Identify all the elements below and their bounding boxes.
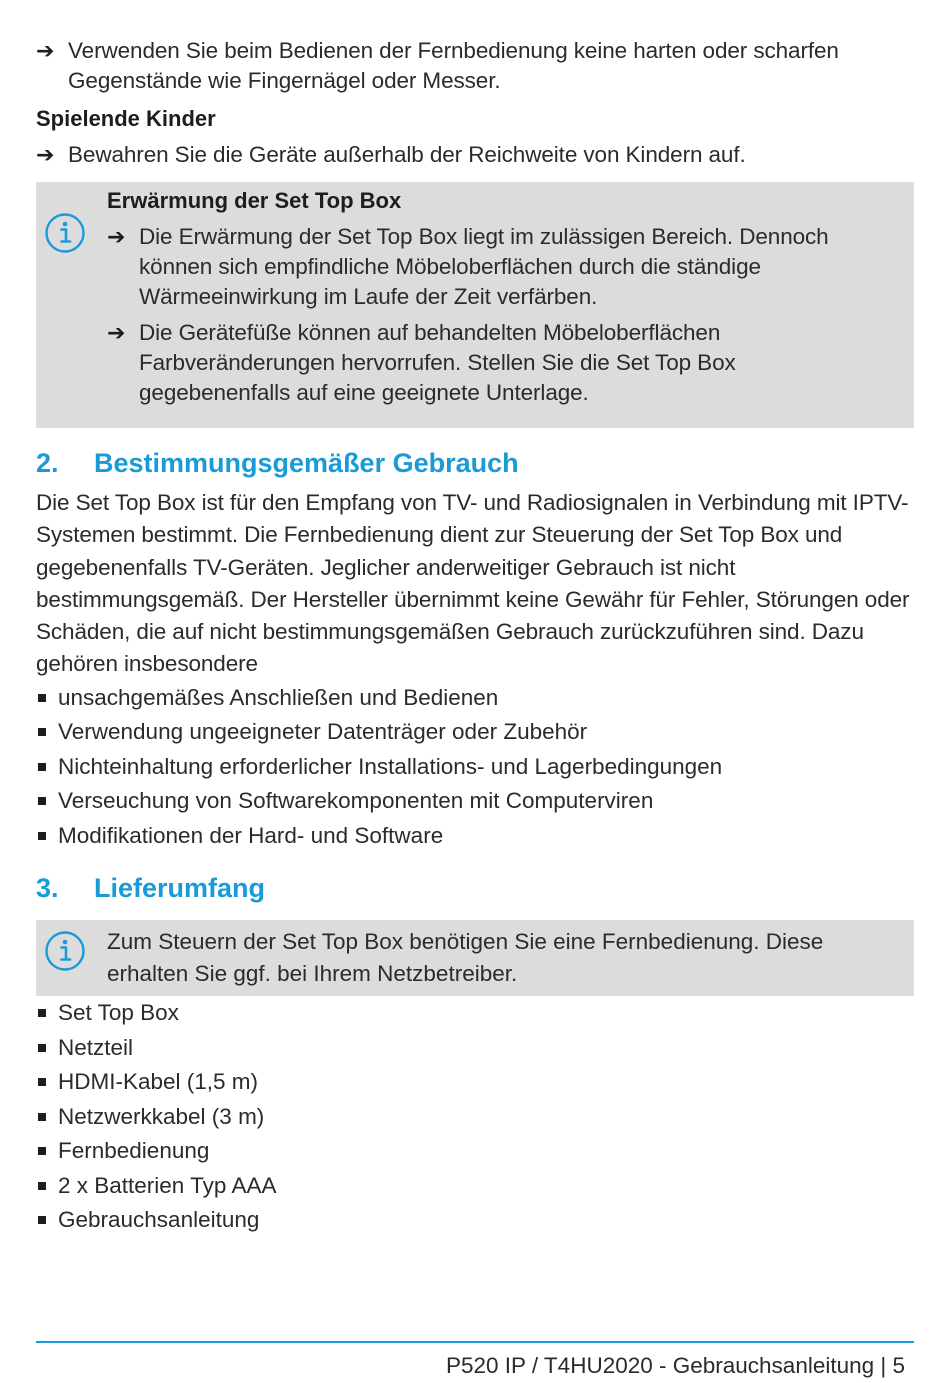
intended-use-paragraph: Die Set Top Box ist für den Empfang von TV- und Radiosignalen in Verbindung mit IPTV-Systemen bestimmt. Die Fernbedienung dient zur Steuerung der Set Top Box und gegebenenfalls TV-Geräten. Jeglicher anderweitiger Gebrauch ist nicht bestimmungsgemäß. Der Hersteller übernimmt keine Gewähr für Fehler, Störungen oder Schäden, die auf nicht bestimmungsgemäßen Gebrauch zurückzuführen sind. Dazu gehören insbesondere: [36, 490, 910, 677]
list-item-text: Verwendung ungeeigneter Datenträger oder Zubehör: [58, 719, 588, 745]
list-item-text: Gebrauchsanleitung: [58, 1207, 260, 1233]
section-title: Lieferumfang: [94, 873, 266, 904]
list-item-text: Modifikationen der Hard- und Software: [58, 822, 444, 848]
list-item: [36, 1031, 914, 1066]
square-bullet-icon: [38, 728, 46, 736]
arrow-right-icon: ➔: [36, 142, 55, 167]
list-item-text: 2 x Batterien Typ AAA: [58, 1172, 277, 1198]
list-item-text: Fernbedienung: [58, 1138, 210, 1164]
square-bullet-icon: [38, 1044, 46, 1052]
list-item-text: unsachgemäßes Anschließen und Bedienen: [58, 684, 499, 710]
page-content: [36, 36, 914, 1238]
info-box-text: Zum Steuern der Set Top Box benötigen Sie eine Fernbedienung. Diese erhalten Sie ggf. bei Ihrem Netzbetreiber.: [107, 929, 824, 987]
list-item: [36, 715, 914, 750]
list-item-text: HDMI-Kabel (1,5 m): [58, 1069, 259, 1095]
bullet-text: Verwenden Sie beim Bedienen der Fernbedienung keine harten oder scharfen Gegenstände wie Fingernägel oder Messer.: [68, 38, 839, 93]
list-item: [36, 750, 914, 785]
arrow-right-icon: ➔: [107, 224, 126, 249]
list-item: [36, 1100, 914, 1135]
page-footer: P520 IP / T4HU2020 - Gebrauchsanleitung | 5: [445, 1353, 905, 1378]
section-heading-scope-of-delivery: [36, 871, 914, 905]
square-bullet-icon: [38, 832, 46, 840]
info-box-item: [107, 318, 890, 408]
info-icon: [44, 212, 86, 254]
bullet-text: Bewahren Sie die Geräte außerhalb der Reichweite von Kindern auf.: [68, 142, 746, 167]
list-item: [36, 1169, 914, 1204]
arrow-right-icon: ➔: [107, 320, 126, 345]
square-bullet-icon: [38, 1078, 46, 1086]
arrow-bullet-children: [36, 140, 914, 170]
list-item: [36, 1134, 914, 1169]
square-bullet-icon: [38, 1182, 46, 1190]
list-item-text: Nichteinhaltung erforderlicher Installations- und Lagerbedingungen: [58, 753, 723, 779]
square-bullet-icon: [38, 1147, 46, 1155]
list-item: [36, 681, 914, 716]
footer-divider: [36, 1341, 914, 1343]
info-box-item: [107, 222, 890, 312]
square-bullet-icon: [38, 763, 46, 771]
info-box-item-text: Die Gerätefüße können auf behandelten Möbeloberflächen Farbveränderungen hervorrufen. Stellen Sie die Set Top Box gegebenenfalls auf eine geeignete Unterlage.: [139, 320, 736, 405]
arrow-right-icon: ➔: [36, 38, 55, 63]
list-item: [36, 819, 914, 854]
section-heading-intended-use: [36, 446, 914, 480]
square-bullet-icon: [38, 694, 46, 702]
list-item: [36, 784, 914, 819]
info-box-remote: [36, 920, 914, 996]
list-item: [36, 1065, 914, 1100]
section-title: Bestimmungsgemäßer Gebrauch: [94, 448, 519, 478]
info-box-item-text: Die Erwärmung der Set Top Box liegt im zulässigen Bereich. Dennoch können sich empfindliche Möbeloberflächen durch die ständige Wärmeeinwirkung im Laufe der Zeit verfärben.: [139, 224, 829, 309]
subheading-children: Spielende Kinder: [36, 106, 216, 131]
delivery-contents-list: [36, 996, 914, 1238]
misuse-list: [36, 681, 914, 854]
info-box-heat: [36, 182, 914, 428]
list-item-text: Netzteil: [58, 1034, 134, 1060]
square-bullet-icon: [38, 1216, 46, 1224]
section-number: 2.: [36, 448, 59, 478]
list-item: [36, 996, 914, 1031]
info-box-title: Erwärmung der Set Top Box: [107, 188, 402, 213]
list-item-text: Netzwerkkabel (3 m): [58, 1103, 265, 1129]
arrow-bullet-remote-handling: [36, 36, 914, 96]
list-item: [36, 1203, 914, 1238]
section-number: 3.: [36, 873, 59, 904]
info-icon: [44, 930, 86, 972]
square-bullet-icon: [38, 1113, 46, 1121]
list-item-text: Set Top Box: [58, 1000, 179, 1026]
list-item-text: Verseuchung von Softwarekomponenten mit Computerviren: [58, 788, 654, 814]
square-bullet-icon: [38, 1009, 46, 1017]
square-bullet-icon: [38, 797, 46, 805]
